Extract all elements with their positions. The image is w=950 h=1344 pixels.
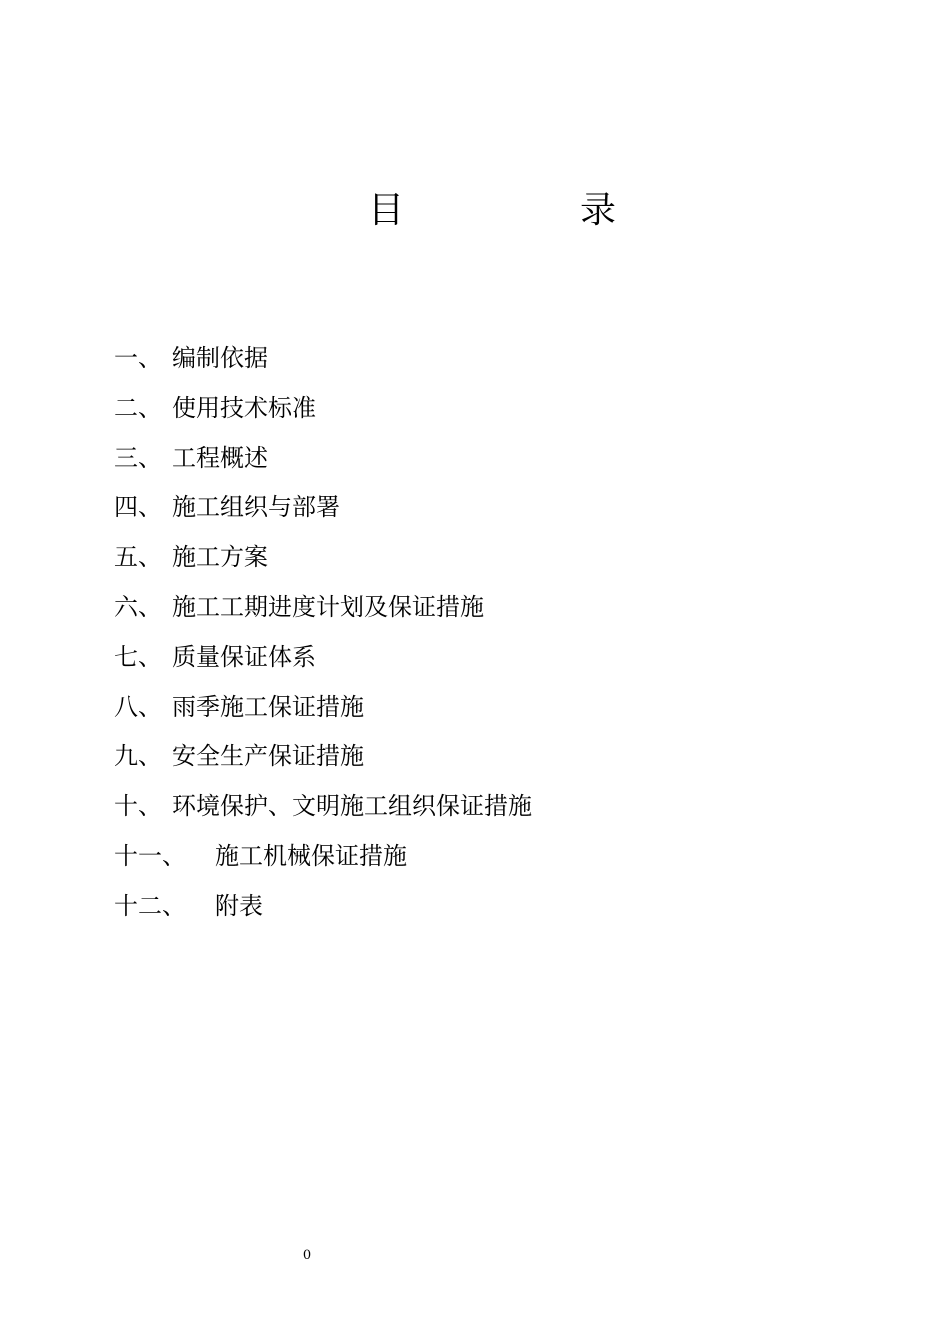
title-char-mu: 目 — [368, 190, 405, 231]
toc-item-text: 施工组织与部署 — [172, 493, 340, 522]
toc-item-text: 使用技术标准 — [172, 393, 316, 422]
toc-item-text: 编制依据 — [172, 344, 268, 372]
toc-item-text: 质量保证体系 — [172, 642, 316, 671]
toc-item-text: 施工方案 — [172, 543, 268, 572]
title-char-lu: 录 — [580, 190, 617, 231]
toc-item[interactable] — [114, 683, 814, 733]
toc-item[interactable] — [114, 483, 814, 533]
toc-item-number: 四、 — [114, 493, 162, 522]
toc-item[interactable] — [114, 882, 814, 932]
toc-item-number: 六、 — [114, 592, 162, 621]
toc-item-text: 雨季施工保证措施 — [172, 692, 364, 721]
toc-item-text: 环境保护、文明施工组织保证措施 — [172, 792, 532, 821]
toc-item-text: 安全生产保证措施 — [172, 742, 364, 771]
toc-item-number: 三、 — [114, 443, 162, 472]
toc-item-text: 施工机械保证措施 — [215, 841, 407, 870]
toc-item-number: 一、 — [114, 344, 162, 372]
toc-item[interactable] — [114, 533, 814, 583]
toc-item-number: 五、 — [114, 543, 162, 572]
toc-item-number: 二、 — [114, 393, 162, 422]
toc-item[interactable] — [114, 583, 814, 633]
toc-item-number: 十一、 — [114, 841, 186, 870]
toc-item-number: 九、 — [114, 742, 162, 771]
table-of-contents — [114, 334, 814, 932]
toc-item[interactable] — [114, 732, 814, 782]
toc-item[interactable] — [114, 832, 814, 882]
toc-item-text: 工程概述 — [172, 443, 268, 472]
page-number: 0 — [302, 1248, 312, 1263]
toc-item[interactable] — [114, 384, 814, 434]
toc-item-number: 十二、 — [114, 891, 186, 920]
toc-item-text: 附表 — [215, 891, 263, 920]
toc-item[interactable] — [114, 334, 814, 384]
toc-item-number: 七、 — [114, 642, 162, 671]
toc-item-number: 八、 — [114, 692, 162, 721]
toc-item-text: 施工工期进度计划及保证措施 — [172, 592, 484, 621]
toc-item[interactable] — [114, 633, 814, 683]
toc-item-number: 十、 — [114, 792, 162, 821]
toc-item[interactable] — [114, 434, 814, 484]
toc-item[interactable] — [114, 782, 814, 832]
page-title — [0, 186, 950, 236]
